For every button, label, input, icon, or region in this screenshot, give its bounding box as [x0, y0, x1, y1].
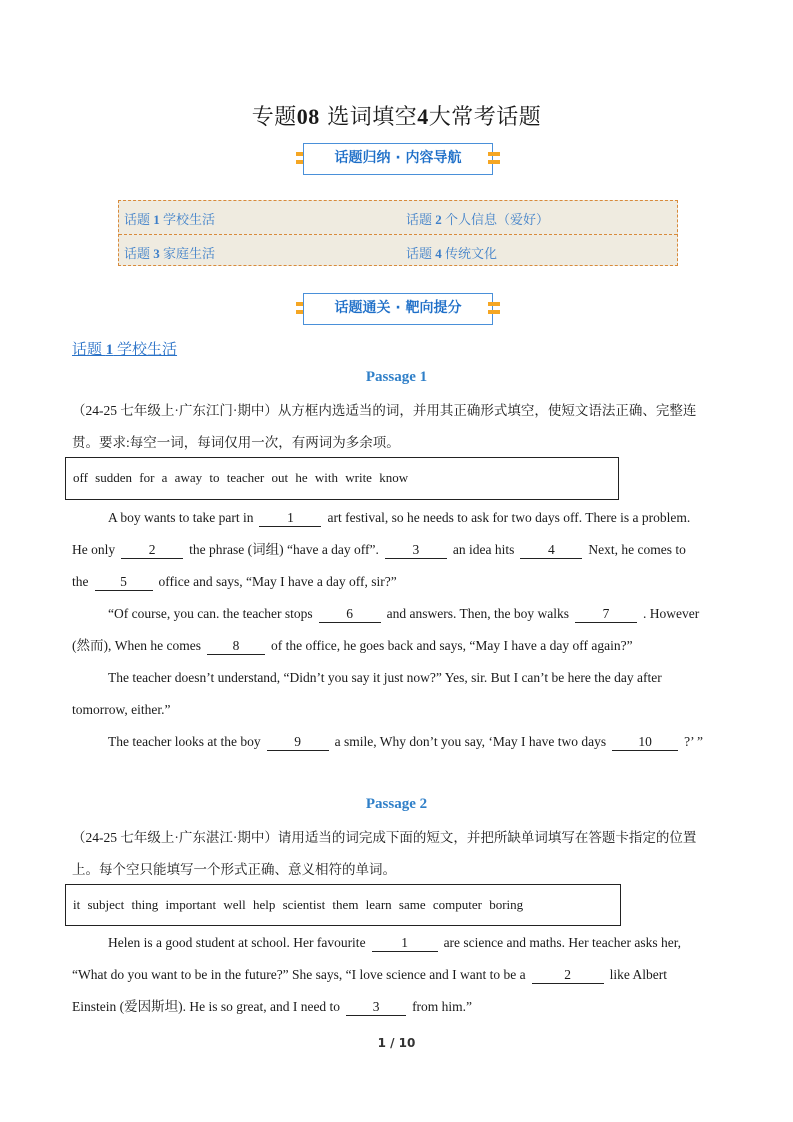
blank-1[interactable]: 1 [259, 510, 321, 527]
topic-nav-table [118, 200, 678, 266]
passage-line: (然而), When he comes 8 of the office, he goes back and says, “May I have a day off again?” [72, 638, 633, 653]
blank-8[interactable]: 8 [207, 638, 265, 655]
passage-line: tomorrow, either.” [72, 702, 171, 717]
blank-10[interactable]: 10 [612, 734, 678, 751]
banner-label: 话题通关 · 靶向提分 [303, 293, 493, 325]
banner-decoration-icon [488, 310, 500, 314]
blank-7[interactable]: 7 [575, 606, 637, 623]
passage-line: Helen is a good student at school. Her favourite 1 are science and maths. Her teacher asks her, [108, 935, 682, 950]
topic-practice-banner [296, 293, 500, 325]
passage-2-word-box: it subject thing important well help scientist them learn same computer boring [65, 884, 621, 926]
passage-line: The teacher looks at the boy 9 a smile, Why don’t you say, ‘May I have two days 10 ?’ ” [108, 734, 704, 749]
passage-line: He only 2 the phrase (词组) “have a day off”. 3 an idea hits 4 Next, he comes to [72, 542, 686, 557]
blank-9[interactable]: 9 [267, 734, 329, 751]
passage-line: the 5 office and says, “May I have a day off, sir?” [72, 574, 397, 589]
passage-2-instruction: （24-25 七年级上·广东湛江·期中）请用适当的词完成下面的短文，并把所缺单词填写在答题卡指定的位置 上。每个空只能填写一个形式正确、意义相符的单词。 [72, 830, 697, 877]
topic-summary-banner [296, 143, 500, 175]
nav-row [119, 234, 677, 267]
blank-2[interactable]: 2 [121, 542, 183, 559]
passage-line: Einstein (爱因斯坦). He is so great, and I need to 3 from him.” [72, 999, 473, 1014]
nav-link-topic-2[interactable]: 话题 2 个人信息（爱好） [406, 212, 550, 227]
banner-decoration-icon [488, 160, 500, 164]
blank-5[interactable]: 5 [95, 574, 153, 591]
passage-1-word-box: off sudden for a away to teacher out he with write know [65, 457, 619, 500]
passage-line: “Of course, you can. the teacher stops 6 and answers. Then, the boy walks 7 . However [108, 606, 700, 621]
blank-6[interactable]: 6 [319, 606, 381, 623]
page-title: 专题08 选词填空4大常考话题 [251, 104, 542, 130]
nav-link-topic-1[interactable]: 话题 1 学校生活 [124, 212, 216, 227]
passage-line: The teacher doesn’t understand, “Didn’t you say it just now?” Yes, sir. But I can’t be here the day after [108, 670, 662, 685]
passage-2-text [72, 927, 722, 1023]
nav-link-topic-3[interactable]: 话题 3 家庭生活 [124, 246, 216, 261]
section-heading-topic-1[interactable]: 话题 1 学校生活 [72, 342, 178, 358]
nav-row [119, 201, 677, 233]
passage-line: A boy wants to take part in 1 art festival, so he needs to ask for two days off. There is a problem. [108, 510, 691, 525]
banner-label: 话题归纳 · 内容导航 [303, 143, 493, 175]
passage-1-text [72, 502, 722, 758]
page-number: 1 / 10 [377, 1036, 416, 1050]
blank-2[interactable]: 2 [532, 967, 604, 984]
blank-3[interactable]: 3 [346, 999, 406, 1016]
passage-line: “What do you want to be in the future?” She says, “I love science and I want to be a 2 like Albert [72, 967, 667, 982]
banner-decoration-icon [488, 152, 500, 156]
banner-decoration-icon [488, 302, 500, 306]
passage-1-instruction: （24-25 七年级上·广东江门·期中）从方框内选适当的词，并用其正确形式填空，使短文语法正确、完整连 贯。要求:每空一词，每词仅用一次，有两词为多余项。 [72, 403, 697, 450]
blank-3[interactable]: 3 [385, 542, 447, 559]
passage-2-title: Passage 2 [365, 796, 428, 812]
blank-4[interactable]: 4 [520, 542, 582, 559]
passage-1-title: Passage 1 [365, 369, 428, 385]
nav-link-topic-4[interactable]: 话题 4 传统文化 [406, 246, 498, 261]
blank-1[interactable]: 1 [372, 935, 438, 952]
